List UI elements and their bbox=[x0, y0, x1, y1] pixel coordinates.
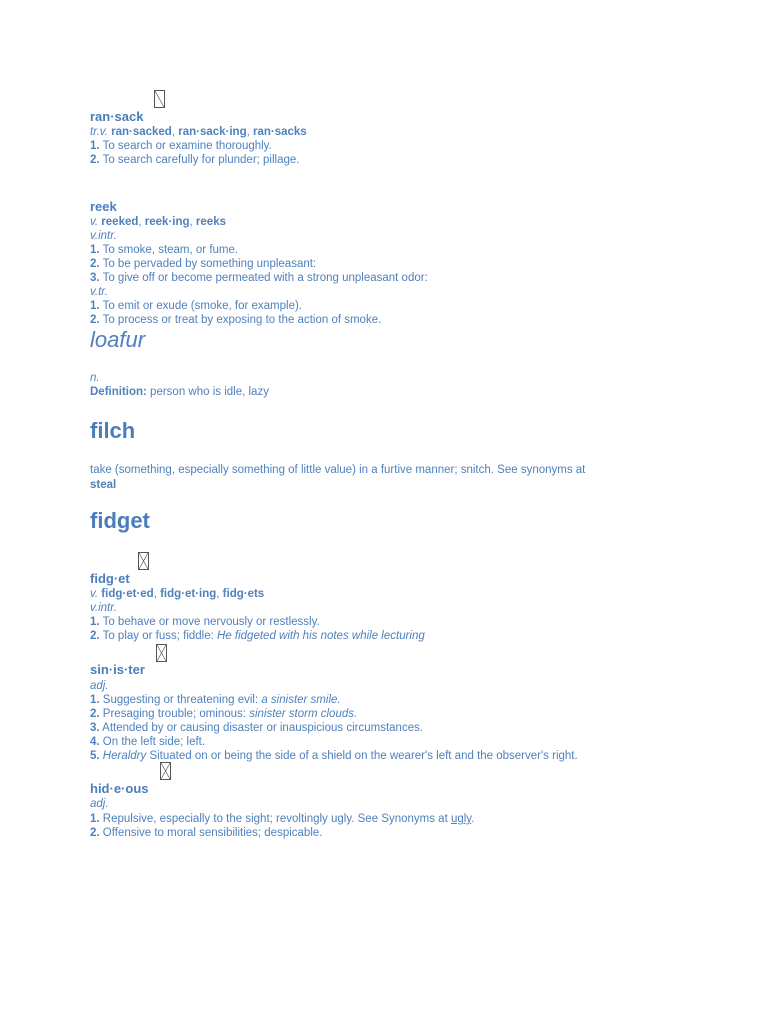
inflected-forms: v. reeked, reek·ing, reeks bbox=[90, 216, 226, 228]
definition-line: 3. To give off or become permeated with a strong unpleasant odor: bbox=[90, 272, 428, 284]
definition-line: 2. To play or fuss; fiddle: He fidgeted with his notes while lecturing bbox=[90, 630, 425, 642]
synonym-link[interactable]: steal bbox=[90, 479, 117, 491]
verb-intransitive-label: v.intr. bbox=[90, 230, 117, 242]
synonym-link[interactable]: ugly bbox=[450, 813, 472, 825]
definition-line: 1. Repulsive, especially to the sight; revoltingly ugly. See Synonyms at ugly. bbox=[90, 813, 475, 825]
definition-paragraph: take (something, especially something of little value) in a furtive manner; snitch. See synonyms at steal bbox=[90, 464, 586, 491]
part-of-speech: n. bbox=[90, 372, 100, 384]
definition-line: Definition: person who is idle, lazy bbox=[90, 386, 269, 398]
definition-line: 1. To behave or move nervously or restlessly. bbox=[90, 616, 320, 628]
headword: hid·e·ous bbox=[90, 781, 149, 796]
definition-line: 1. Suggesting or threatening evil: a sinister smile. bbox=[90, 694, 341, 706]
part-of-speech: adj. bbox=[90, 798, 109, 810]
part-of-speech: v. bbox=[90, 216, 99, 228]
definition-line: 1. To emit or exude (smoke, for example). bbox=[90, 300, 303, 312]
definition-line: 1. To search or examine thoroughly. bbox=[90, 140, 272, 152]
section-title-fidget bbox=[90, 509, 730, 533]
form: ran·sacks bbox=[253, 126, 307, 138]
definition-line: 2. To process or treat by exposing to the action of smoke. bbox=[90, 314, 382, 326]
part-of-speech: adj. bbox=[90, 680, 109, 692]
definition-line: 5. Heraldry Situated on or being the side of a shield on the wearer's left and the observer's right. bbox=[90, 750, 578, 762]
definition-line: 2. Offensive to moral sensibilities; despicable. bbox=[90, 827, 323, 839]
inflected-forms: tr.v. ran·sacked, ran·sack·ing, ran·sacks bbox=[90, 126, 307, 138]
headword: sin·is·ter bbox=[90, 662, 145, 677]
headword: filch bbox=[90, 418, 136, 443]
broken-image-icon bbox=[138, 552, 149, 570]
part-of-speech: tr.v. bbox=[90, 126, 108, 138]
inflected-forms: v. fidg·et·ed, fidg·et·ing, fidg·ets bbox=[90, 588, 265, 600]
verb-intransitive-label: v.intr. bbox=[90, 602, 117, 614]
definition-line: 2. To search carefully for plunder; pillage. bbox=[90, 154, 300, 166]
definition-line: 4. On the left side; left. bbox=[90, 736, 206, 748]
broken-image-icon bbox=[156, 644, 167, 662]
definition-line: 2. Presaging trouble; ominous: sinister storm clouds. bbox=[90, 708, 358, 720]
headword: fidg·et bbox=[90, 571, 130, 586]
headword: reek bbox=[90, 199, 117, 214]
verb-transitive-label: v.tr. bbox=[90, 286, 108, 298]
broken-image-icon bbox=[160, 762, 171, 780]
form: ran·sack·ing bbox=[178, 126, 247, 138]
headword: ran·sack bbox=[90, 109, 144, 124]
definition-line: 1. To smoke, steam, or fume. bbox=[90, 244, 239, 256]
section-title: fidget bbox=[90, 508, 150, 533]
form: ran·sacked bbox=[111, 126, 172, 138]
headword: loafur bbox=[90, 327, 146, 352]
broken-image-icon bbox=[154, 90, 165, 108]
definition-line: 3. Attended by or causing disaster or inauspicious circumstances. bbox=[90, 722, 424, 734]
definition-line: 2. To be pervaded by something unpleasant: bbox=[90, 258, 317, 270]
